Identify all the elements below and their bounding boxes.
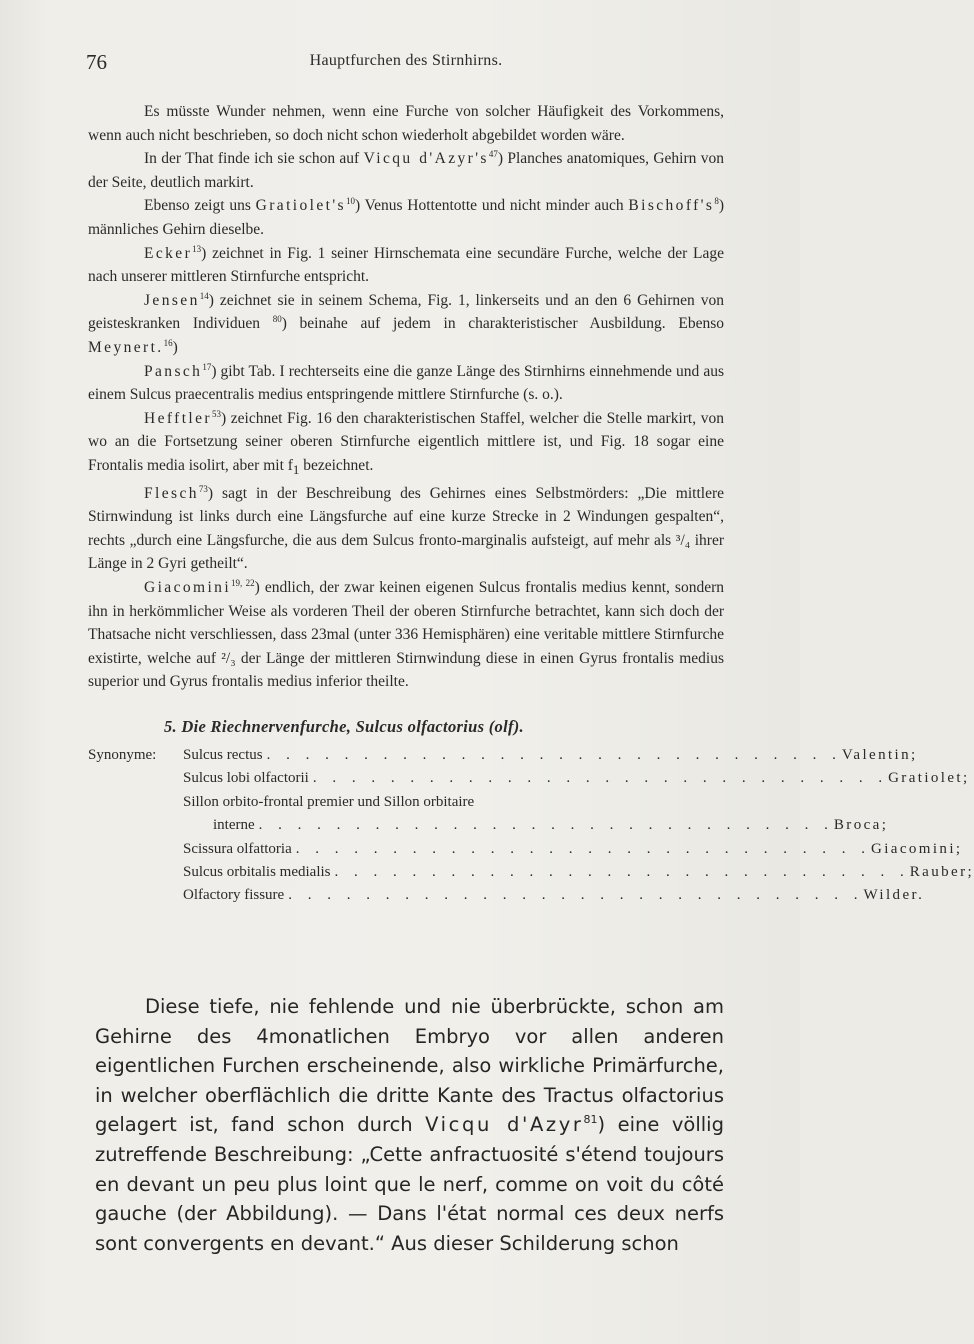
author-name: Giacomini xyxy=(144,578,232,596)
text-run: ) xyxy=(172,338,178,356)
synonym-author: Valentin; xyxy=(841,746,918,763)
text-run: ) sagt in der Beschreibung des Gehirnes eines Selbstmörders: „Die mittlere Stirnwindung ist links durch eine Längsfurche auf eine kurze Strecke in 2 Windungen gespalten“, rechts „durch eine Längsfurche, die aus dem Sulcus fronto-marginalis aufsteigt, auf mehr als ³/₄ ihrer Länge in 2 Gyri getheilt“. xyxy=(88,484,724,573)
synonym-author: Giacomini; xyxy=(870,840,963,857)
synonym-term: Sulcus orbitalis medialis xyxy=(183,863,331,880)
author-name: Bischoff's xyxy=(628,197,715,215)
author-name: Vicqu d'Azyr xyxy=(425,1113,584,1137)
large-type-section xyxy=(95,992,724,1258)
footnote-ref: 16 xyxy=(163,337,173,348)
synonym-term: Olfactory fissure xyxy=(183,887,285,904)
paragraph-3 xyxy=(88,194,724,241)
page-header xyxy=(86,50,726,80)
final-paragraph xyxy=(95,992,724,1258)
running-title: Hauptfurchen des Stirnhirns. xyxy=(309,52,503,69)
footnote-ref: 73 xyxy=(198,483,208,494)
paragraph-8 xyxy=(88,482,724,576)
text-run: bezeichnet. xyxy=(299,456,374,474)
author-name: Ecker xyxy=(144,244,193,262)
synonym-author: Wilder. xyxy=(863,887,925,904)
author-name: Hefftler xyxy=(144,409,212,427)
leader-dots: . . . . . . . . . . . . . . . . . . . . . . . . . . . . . . xyxy=(288,887,864,904)
footnote-ref: 13 xyxy=(192,243,202,254)
synonym-row xyxy=(88,767,970,790)
footnote-ref: 47 xyxy=(488,149,498,160)
footnote-ref: 81 xyxy=(583,1113,598,1127)
paragraph-5 xyxy=(88,289,724,360)
paragraph-6 xyxy=(88,360,724,407)
paragraph-9 xyxy=(88,576,724,694)
text-run: ) endlich, der zwar keinen eigenen Sulcus frontalis medius kennt, sondern ihn in herkömmlicher Weise als vorderen Theil der oberen Stirnfurche betrachtet, kann sich doch der Thatsache nicht verschliessen, dass 23mal (unter 336 Hemisphären) eine veritable mittlere Stirnfurche existirte, welche auf ²/₃ der Länge der mittleren Stirnwindung diese in einen Gyrus frontalis medius superior und Gyrus frontalis medius inferior theilte. xyxy=(88,578,724,691)
text-run: ) beinahe auf jedem in charakteristischer Ausbildung. Ebenso xyxy=(281,315,725,333)
synonym-row xyxy=(88,884,925,907)
text-run: ) eine völlig zutreffende Beschreibung: „Cette anfractuosité s'étend toujours en devant un peu plus loint que le nerf, comme on voit du côté gauche (der Abbildung). — Dans l'état normal ces deux nerfs sont convergents en devant.“ Aus dieser Schilderung schon xyxy=(95,1113,724,1255)
leader-dots: . . . . . . . . . . . . . . . . . . . . . . . . . . . . . . xyxy=(312,770,889,787)
leader-dots: . . . . . . . . . . . . . . . . . . . . . . . . . . . . . . xyxy=(295,840,871,857)
synonym-term: interne xyxy=(213,817,255,834)
text-run: Ebenso zeigt uns xyxy=(144,197,256,215)
body-text xyxy=(88,100,974,908)
paragraph-7 xyxy=(88,407,724,482)
text-run: In der That finde ich sie schon auf xyxy=(144,150,364,168)
paragraph-4 xyxy=(88,242,724,289)
author-name: Meynert. xyxy=(88,338,164,356)
text-run: ) männliches Gehirn dieselbe. xyxy=(88,197,724,238)
page-number: 76 xyxy=(86,50,107,74)
author-name: Gratiolet's xyxy=(255,197,346,215)
leader-dots: . . . . . . . . . . . . . . . . . . . . . . . . . . . . . . xyxy=(258,817,834,834)
author-name: Pansch xyxy=(144,362,203,380)
synonym-row xyxy=(88,744,918,767)
synonym-author: Broca; xyxy=(833,817,889,834)
synonym-row xyxy=(88,814,889,837)
subscript: 1 xyxy=(292,462,300,477)
section-heading: 5. Die Riechnervenfurche, Sulcus olfactorius (olf). xyxy=(164,716,524,736)
text-run: ) zeichnet sie in seinem Schema, Fig. 1, linkerseits und an den 6 Gehirnen von geisteskranken Individuen xyxy=(88,291,724,333)
paragraph-1: Es müsste Wunder nehmen, wenn eine Furche von solcher Häufigkeit des Vorkommens, wenn auch nicht beschrieben, so doch nicht schon wiederholt abgebildet worden wäre. xyxy=(88,103,724,144)
synonym-term: Sillon orbito-frontal premier und Sillon orbitaire xyxy=(183,793,475,810)
synonym-author: Rauber; xyxy=(909,863,974,880)
text-run: ) Venus Hottentotte und nicht minder auch xyxy=(354,197,629,215)
footnote-ref: 8 xyxy=(714,196,719,207)
footnote-ref: 10 xyxy=(345,196,355,207)
text-run: Diese tiefe, nie fehlende und nie überbrückte, schon am Gehirne des 4monatlichen Embryo vor allen anderen eigentlichen Furchen erscheinende, also wirkliche Primärfurche, in welcher oberflächlich die dritte Kante des Tractus olfactorius gelagert ist, fand schon durch xyxy=(95,995,724,1137)
author-name: Vicqu d'Azyr's xyxy=(363,150,489,168)
footnote-ref: 14 xyxy=(199,290,209,301)
text-run: ) Planches anatomiques, Gehirn von der Seite, deutlich markirt. xyxy=(88,150,724,191)
footnote-ref: 17 xyxy=(202,361,212,372)
synonym-term: Sulcus rectus xyxy=(183,746,263,763)
text-run: ) zeichnet in Fig. 1 seiner Hirnschemata eine secundäre Furche, welche der Lage nach unserer mittleren Stirnfurche entspricht. xyxy=(88,244,724,286)
author-name: Flesch xyxy=(144,484,199,502)
synonym-list xyxy=(88,744,974,908)
footnote-ref: 19, 22 xyxy=(231,577,255,588)
synonym-term: Sulcus lobi olfactorii xyxy=(183,770,309,787)
footnote-ref: 53 xyxy=(211,408,221,419)
synonym-term: Scissura olfattoria xyxy=(183,840,292,857)
synonym-label: Synonyme: xyxy=(88,746,157,763)
paragraph-2 xyxy=(88,147,724,194)
text-run: ) zeichnet Fig. 16 den charakteristischen Staffel, welcher die Stelle markirt, von wo an die Fortsetzung seiner oberen Stirnfurche eigentlich mittlere ist, und Fig. 18 sogar eine Frontalis media isolirt, aber mit f xyxy=(88,409,724,474)
author-name: Jensen xyxy=(144,291,200,309)
synonym-row xyxy=(88,838,963,861)
synonym-row xyxy=(88,861,974,884)
text-run: ) gibt Tab. I rechterseits eine die ganze Länge des Stirnhirns einnehmende und aus einem Sulcus praecentralis medius entspringende mittlere Stirnfurche (s. o.). xyxy=(88,362,724,404)
leader-dots: . . . . . . . . . . . . . . . . . . . . . . . . . . . . . . xyxy=(334,863,910,880)
synonym-row xyxy=(88,791,724,814)
synonym-author: Gratiolet; xyxy=(888,770,970,787)
footnote-ref: 80 xyxy=(272,314,282,325)
leader-dots: . . . . . . . . . . . . . . . . . . . . . . . . . . . . . . xyxy=(266,746,842,763)
